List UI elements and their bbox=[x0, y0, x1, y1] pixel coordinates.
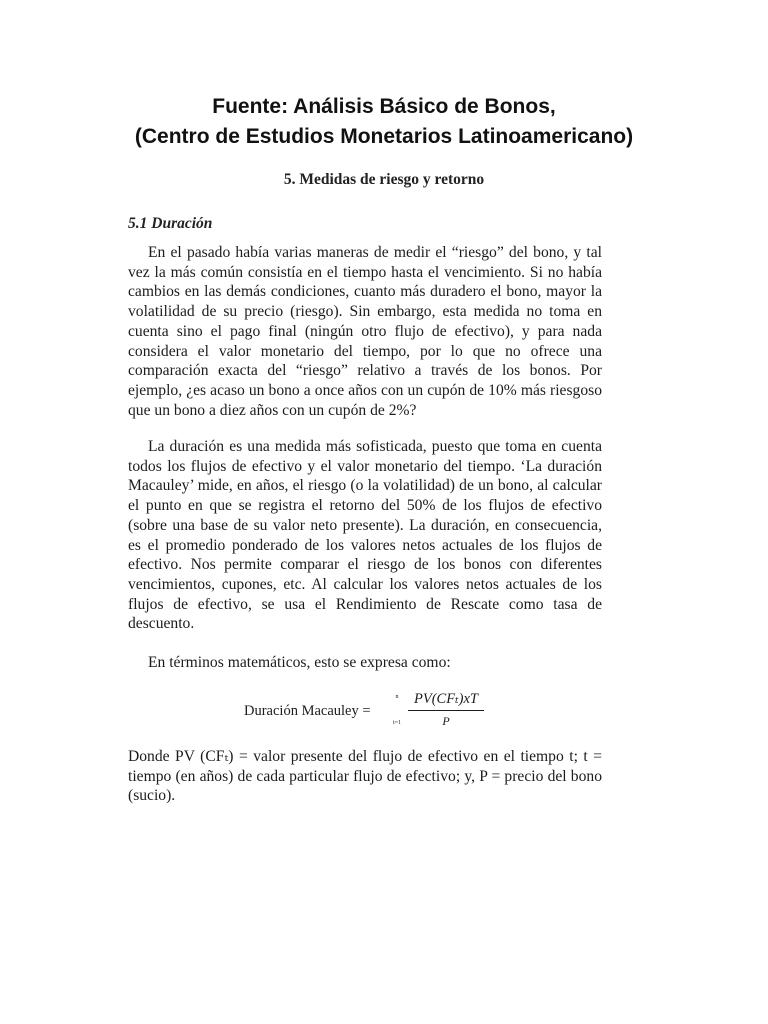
paragraph-variable-definitions: Donde PV (CFₜ) = valor presente del flujo de efectivo en el tiempo t; t = tiempo (en años) de cada particular flujo de efectivo; y, P = precio del bono (sucio). bbox=[128, 748, 602, 805]
formula-fraction bbox=[408, 690, 484, 729]
fraction-bar bbox=[408, 710, 484, 711]
document-title-line-2: (Centro de Estudios Monetarios Latinoamericano) bbox=[134, 125, 634, 148]
sum-upper-limit: n bbox=[395, 694, 399, 700]
paragraph-duration-definition: La duración es una medida más sofisticada, puesto que toma en cuenta todos los flujos de efectivo y el valor monetario del tiempo. ‘La duración Macauley’ mide, en años, el riesgo (o la volatilidad) de un bono, al calcular el punto en que se registra el retorno del 50% de los flujos de efectivo (sobre una base de su valor neto presente). La duración, en consecuencia, es el promedio ponderado de los valores netos actuales de los flujos de efectivo. Nos permite comparar el riesgo de los bonos con diferentes vencimientos, cupones, etc. Al calcular los valores netos actuales de los flujos de efectivo, se usa el Rendimiento de Rescate como tasa de descuento. bbox=[128, 438, 602, 633]
subsection-heading: 5.1 Duración bbox=[128, 215, 213, 232]
formula-label: Duración Macauley = bbox=[244, 703, 371, 719]
formula-numerator: PV(CFₜ)xT bbox=[414, 691, 478, 707]
formula-denominator: P bbox=[442, 714, 450, 728]
paragraph-math-intro: En términos matemáticos, esto se expresa como: bbox=[148, 654, 451, 671]
summation-limits bbox=[390, 694, 404, 730]
paragraph-risk-history: En el pasado había varias maneras de medir el “riesgo” del bono, y tal vez la más común consistía en el tiempo hasta el vencimiento. Si no había cambios en las demás condiciones, cuanto más duradero el bono, mayor la volatilidad de su precio (riesgo). Sin embargo, esta medida no toma en cuenta sino el pago final (ningún otro flujo de efectivo), y para nada considera el valor monetario del tiempo, por lo que no ofrece una comparación exacta del “riesgo” relativo a través de los bonos. Por ejemplo, ¿es acaso un bono a once años con un cupón de 10% más riesgoso que un bono a diez años con un cupón de 2%? bbox=[128, 244, 602, 419]
section-heading: 5. Medidas de riesgo y retorno bbox=[283, 171, 485, 188]
document-title-line-1: Fuente: Análisis Básico de Bonos, bbox=[212, 95, 556, 118]
sum-lower-limit: t=1 bbox=[392, 720, 402, 726]
